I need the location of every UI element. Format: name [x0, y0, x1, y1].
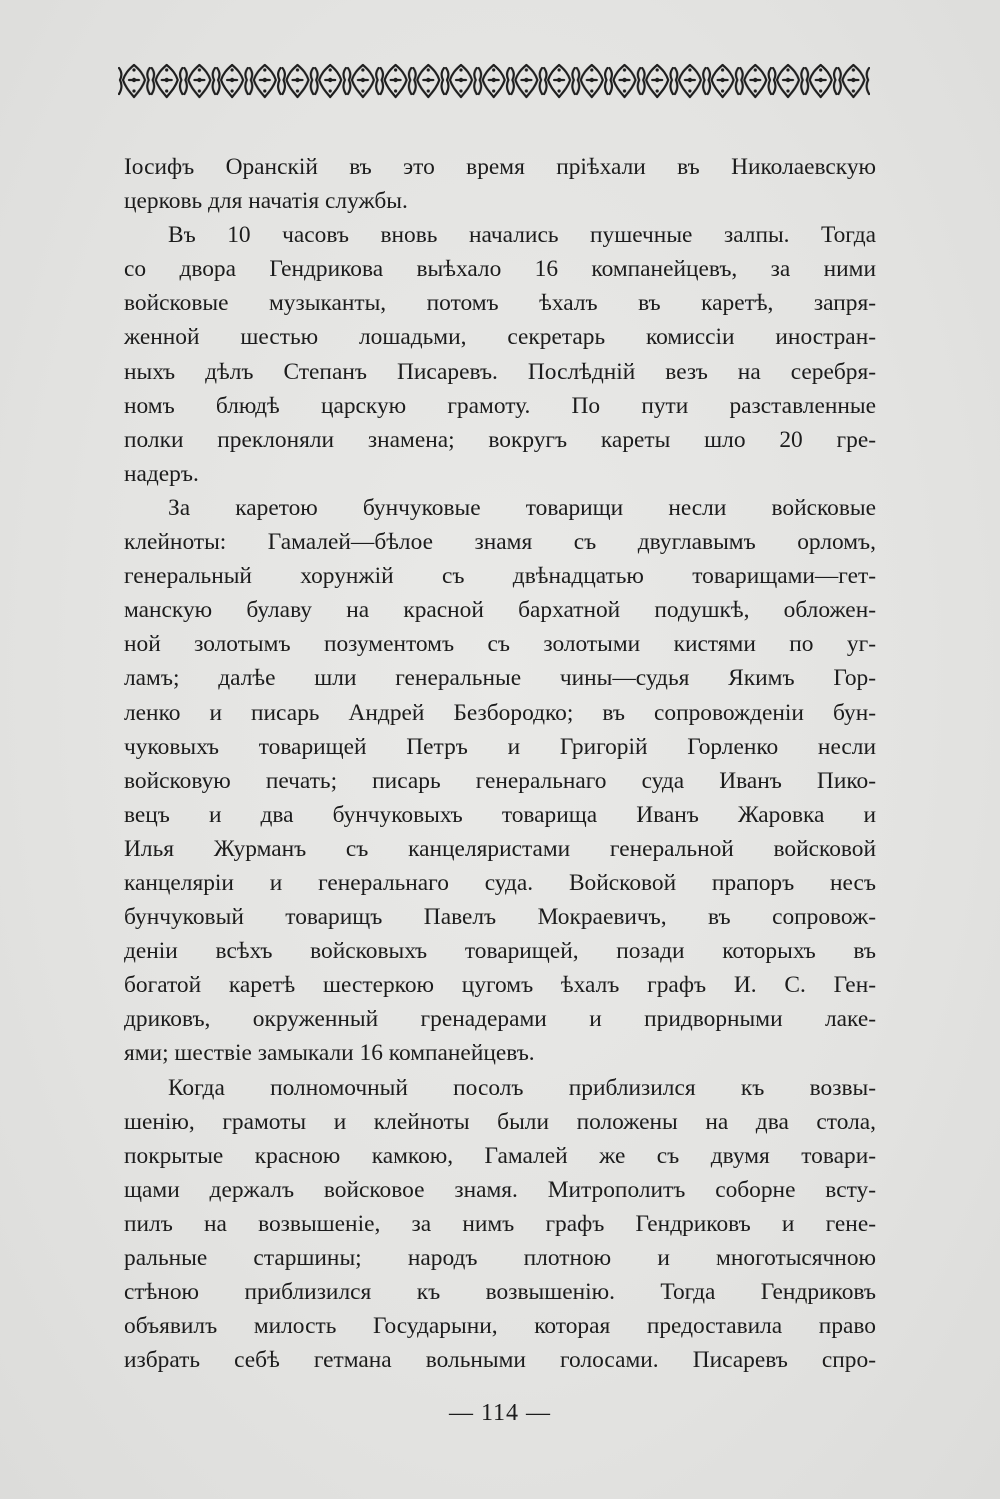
page-number: — 114 — — [448, 1400, 552, 1426]
text-line: стѣною приблизился къ возвышенію. Тогда Гендриковъ — [124, 1279, 876, 1306]
text-line: чуковыхъ товарищей Петръ и Григорій Горленко несли — [124, 733, 876, 760]
page-text — [124, 150, 876, 1377]
text-line: номъ блюдѣ царскую грамоту. По пути разставленные — [124, 392, 876, 419]
text-line: избрать себѣ гетмана вольными голосами. Писаревъ спро- — [124, 1347, 876, 1374]
text-line: ями; шествіе замыкали 16 компанейцевъ. — [124, 1040, 535, 1067]
text-line: ральные старшины; народъ плотною и многотысячною — [124, 1245, 876, 1271]
text-line: деніи всѣхъ войсковыхъ товарищей, позади которыхъ въ — [124, 938, 876, 965]
text-line: шенію, грамоты и клейноты были положены на два стола, — [124, 1108, 876, 1135]
text-line: полки преклоняли знамена; вокругъ кареты шло 20 гре- — [124, 426, 876, 453]
text-line: ламъ; далѣе шли генеральные чины—судья Якимъ Гор- — [124, 665, 876, 692]
text-line: щами держалъ войсковое знамя. Митрополитъ соборне всту- — [124, 1176, 876, 1203]
text-line: богатой каретѣ шестеркою цугомъ ѣхалъ графъ И. С. Ген- — [124, 972, 876, 999]
text-line: церковь для начатія службы. — [124, 188, 408, 215]
text-line: ныхъ дѣлъ Степанъ Писаревъ. Послѣдній везъ на серебря- — [124, 358, 876, 385]
text-line: Іосифъ Оранскій въ это время пріѣхали въ Николаевскую — [124, 154, 876, 180]
text-line: Когда полномочный посолъ приблизился къ возвы- — [168, 1074, 876, 1101]
text-line: со двора Гендрикова выѣхало 16 компанейцевъ, за ними — [124, 256, 876, 283]
text-line: надеръ. — [124, 460, 199, 487]
text-line: Илья Журманъ съ канцеляристами генеральной войсковой — [124, 835, 876, 862]
text-line: покрытые красною камкою, Гамалей же съ двумя товари- — [124, 1142, 876, 1169]
text-line: ленко и писарь Андрей Безбородко; въ сопровожденіи бун- — [124, 699, 876, 726]
text-line: войсковые музыканты, потомъ ѣхалъ въ каретѣ, запря- — [124, 290, 876, 317]
text-line: дриковъ, окруженный гренадерами и придворными лаке- — [124, 1006, 876, 1033]
text-line: Въ 10 часовъ вновь начались пушечные залпы. Тогда — [168, 222, 876, 249]
text-line: манскую булаву на красной бархатной подушкѣ, обложен- — [124, 597, 876, 624]
decorative-ornament-border — [118, 62, 870, 100]
text-line: клейноты: Гамалей—бѣлое знамя съ двуглавымъ орломъ, — [124, 529, 876, 556]
text-line: канцеляріи и генеральнаго суда. Войсковой прапоръ несъ — [124, 869, 876, 896]
text-line: За каретою бунчуковые товарищи несли войсковые — [168, 494, 876, 521]
text-line: пилъ на возвышеніе, за нимъ графъ Гендриковъ и гене- — [124, 1210, 876, 1237]
text-line: войсковую печать; писарь генеральнаго суда Иванъ Пико- — [124, 767, 876, 794]
text-line: объявилъ милость Государыни, которая предоставила право — [124, 1313, 876, 1340]
text-line: ной золотымъ позументомъ съ золотыми кистями по уг- — [124, 631, 876, 658]
text-line: вецъ и два бунчуковыхъ товарища Иванъ Жаровка и — [124, 801, 876, 828]
text-line: бунчуковый товарищъ Павелъ Мокраевичъ, въ сопровож- — [124, 904, 876, 931]
text-line: женной шестью лошадьми, секретарь комиссіи иностран- — [124, 324, 876, 351]
text-line: генеральный хорунжій съ двѣнадцатью товарищами—гет- — [124, 563, 876, 590]
